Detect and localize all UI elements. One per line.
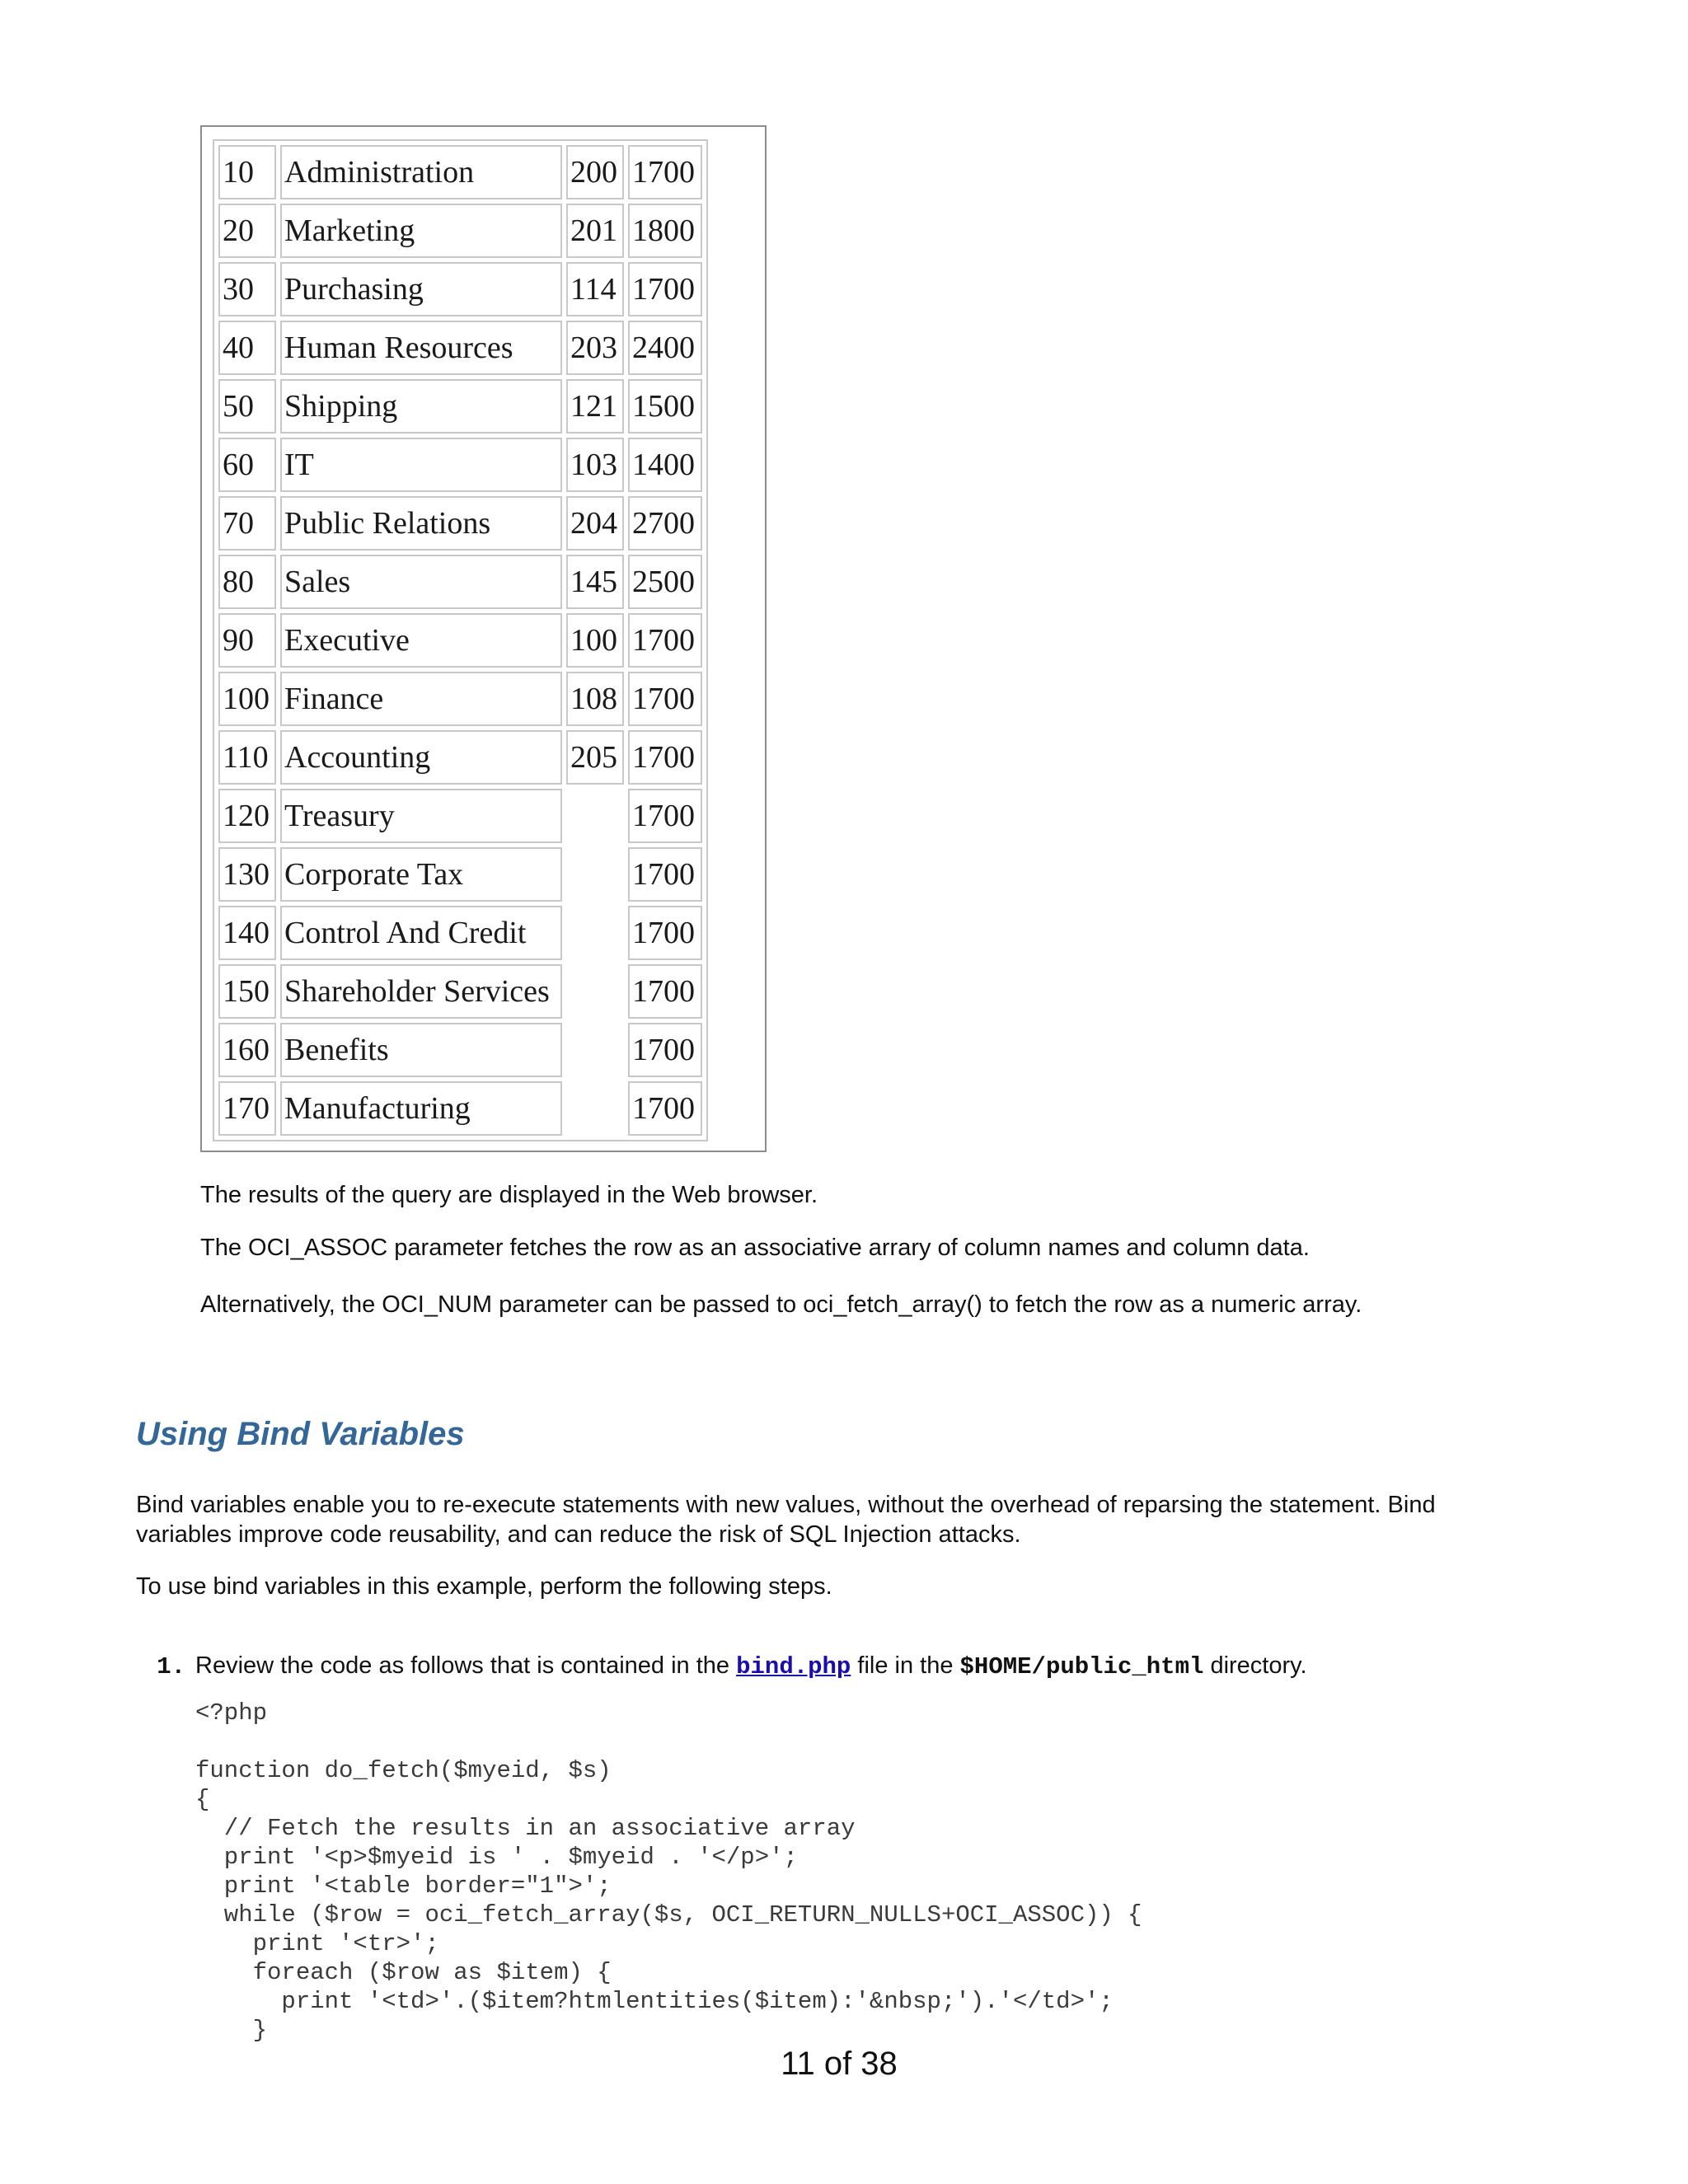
location-id-cell: 1700	[628, 262, 702, 316]
step-1	[136, 1651, 1307, 1682]
table-row	[218, 613, 702, 668]
manager-id-cell: 100	[566, 613, 624, 668]
table-row	[218, 204, 702, 258]
department-table	[213, 139, 708, 1141]
location-id-cell: 1700	[628, 847, 702, 902]
manager-id-cell: 204	[566, 496, 624, 551]
dept-id-cell: 80	[218, 555, 276, 609]
manager-id-cell	[566, 1023, 624, 1077]
dept-name-cell: Benefits	[280, 1023, 562, 1077]
step-text-middle: file in the	[851, 1652, 960, 1679]
table-row	[218, 555, 702, 609]
location-id-cell: 1700	[628, 730, 702, 785]
dept-name-cell: Finance	[280, 672, 562, 726]
dept-name-cell: Shipping	[280, 379, 562, 434]
step-text-after: directory.	[1203, 1652, 1307, 1679]
location-id-cell: 1500	[628, 379, 702, 434]
table-row	[218, 847, 702, 902]
manager-id-cell: 145	[566, 555, 624, 609]
manager-id-cell: 114	[566, 262, 624, 316]
location-id-cell: 1700	[628, 613, 702, 668]
table-row	[218, 672, 702, 726]
dept-id-cell: 160	[218, 1023, 276, 1077]
manager-id-cell: 121	[566, 379, 624, 434]
dept-id-cell: 90	[218, 613, 276, 668]
dept-name-cell: Control And Credit	[280, 906, 562, 960]
dept-id-cell: 120	[218, 789, 276, 843]
dept-name-cell: Purchasing	[280, 262, 562, 316]
page-number: 11 of 38	[781, 2046, 898, 2082]
dept-name-cell: Marketing	[280, 204, 562, 258]
bind-variables-intro: Bind variables enable you to re-execute statements with new values, without the overhead of reparsing the statement. Bind variables improve code reusability, and can reduce the risk of SQL Injection attacks.	[136, 1492, 1436, 1548]
code-listing: <?php function do_fetch($myeid, $s) { // Fetch the results in an associative array print '<p>$myeid is ' . $myeid . '</p>'; print '<table border="1">'; while ($row = oci_fetch_array($s, OCI_RETURN_NULLS+OCI_ASSOC)) { print '<tr>'; foreach ($row as $item) { print '<td>'.($item?htmlentities($item):'&nbsp;').'</td>'; }	[195, 1699, 1142, 2044]
location-id-cell: 1400	[628, 438, 702, 492]
table-row	[218, 262, 702, 316]
table-row	[218, 438, 702, 492]
manager-id-cell: 201	[566, 204, 624, 258]
dept-name-cell: IT	[280, 438, 562, 492]
step-text-before: Review the code as follows that is contained in the	[195, 1652, 737, 1679]
oci-num-text: Alternatively, the OCI_NUM parameter can be passed to oci_fetch_array() to fetch the row as a numeric array.	[200, 1291, 1362, 1318]
manager-id-cell: 203	[566, 321, 624, 375]
table-row	[218, 730, 702, 785]
dept-name-cell: Manufacturing	[280, 1081, 562, 1136]
dept-name-cell: Administration	[280, 145, 562, 199]
table-row	[218, 321, 702, 375]
oci-assoc-text: The OCI_ASSOC parameter fetches the row as an associative arrary of column names and column data.	[200, 1235, 1310, 1261]
manager-id-cell	[566, 906, 624, 960]
location-id-cell: 1800	[628, 204, 702, 258]
department-table-body	[218, 145, 702, 1136]
table-row	[218, 496, 702, 551]
manager-id-cell: 200	[566, 145, 624, 199]
dept-id-cell: 30	[218, 262, 276, 316]
manager-id-cell	[566, 847, 624, 902]
dept-name-cell: Public Relations	[280, 496, 562, 551]
dept-name-cell: Executive	[280, 613, 562, 668]
dept-id-cell: 20	[218, 204, 276, 258]
dept-id-cell: 170	[218, 1081, 276, 1136]
step-number: 1.	[157, 1653, 185, 1680]
location-id-cell: 1700	[628, 672, 702, 726]
dept-name-cell: Sales	[280, 555, 562, 609]
location-id-cell: 1700	[628, 145, 702, 199]
table-row	[218, 145, 702, 199]
dept-id-cell: 150	[218, 964, 276, 1019]
location-id-cell: 2500	[628, 555, 702, 609]
manager-id-cell	[566, 964, 624, 1019]
location-id-cell: 1700	[628, 789, 702, 843]
location-id-cell: 2400	[628, 321, 702, 375]
table-row	[218, 379, 702, 434]
dept-name-cell: Accounting	[280, 730, 562, 785]
dept-id-cell: 140	[218, 906, 276, 960]
location-id-cell: 1700	[628, 964, 702, 1019]
manager-id-cell: 205	[566, 730, 624, 785]
table-row	[218, 1023, 702, 1077]
dept-name-cell: Shareholder Services	[280, 964, 562, 1019]
dept-name-cell: Treasury	[280, 789, 562, 843]
location-id-cell: 1700	[628, 1081, 702, 1136]
dept-id-cell: 60	[218, 438, 276, 492]
location-id-cell: 2700	[628, 496, 702, 551]
dept-id-cell: 50	[218, 379, 276, 434]
dept-id-cell: 110	[218, 730, 276, 785]
dept-id-cell: 130	[218, 847, 276, 902]
table-row	[218, 789, 702, 843]
section-heading: Using Bind Variables	[136, 1416, 465, 1452]
dept-name-cell: Human Resources	[280, 321, 562, 375]
manager-id-cell	[566, 789, 624, 843]
manager-id-cell: 103	[566, 438, 624, 492]
manager-id-cell: 108	[566, 672, 624, 726]
location-id-cell: 1700	[628, 906, 702, 960]
manager-id-cell	[566, 1081, 624, 1136]
dept-id-cell: 70	[218, 496, 276, 551]
location-id-cell: 1700	[628, 1023, 702, 1077]
dept-id-cell: 10	[218, 145, 276, 199]
dept-name-cell: Corporate Tax	[280, 847, 562, 902]
table-row	[218, 964, 702, 1019]
table-row	[218, 906, 702, 960]
directory-path: $HOME/public_html	[959, 1653, 1204, 1680]
dept-id-cell: 40	[218, 321, 276, 375]
results-displayed-text: The results of the query are displayed in the Web browser.	[200, 1182, 818, 1208]
bind-php-link[interactable]: bind.php	[736, 1653, 851, 1680]
table-row	[218, 1081, 702, 1136]
dept-id-cell: 100	[218, 672, 276, 726]
query-result-screenshot	[200, 125, 767, 1152]
steps-intro: To use bind variables in this example, perform the following steps.	[136, 1573, 832, 1600]
